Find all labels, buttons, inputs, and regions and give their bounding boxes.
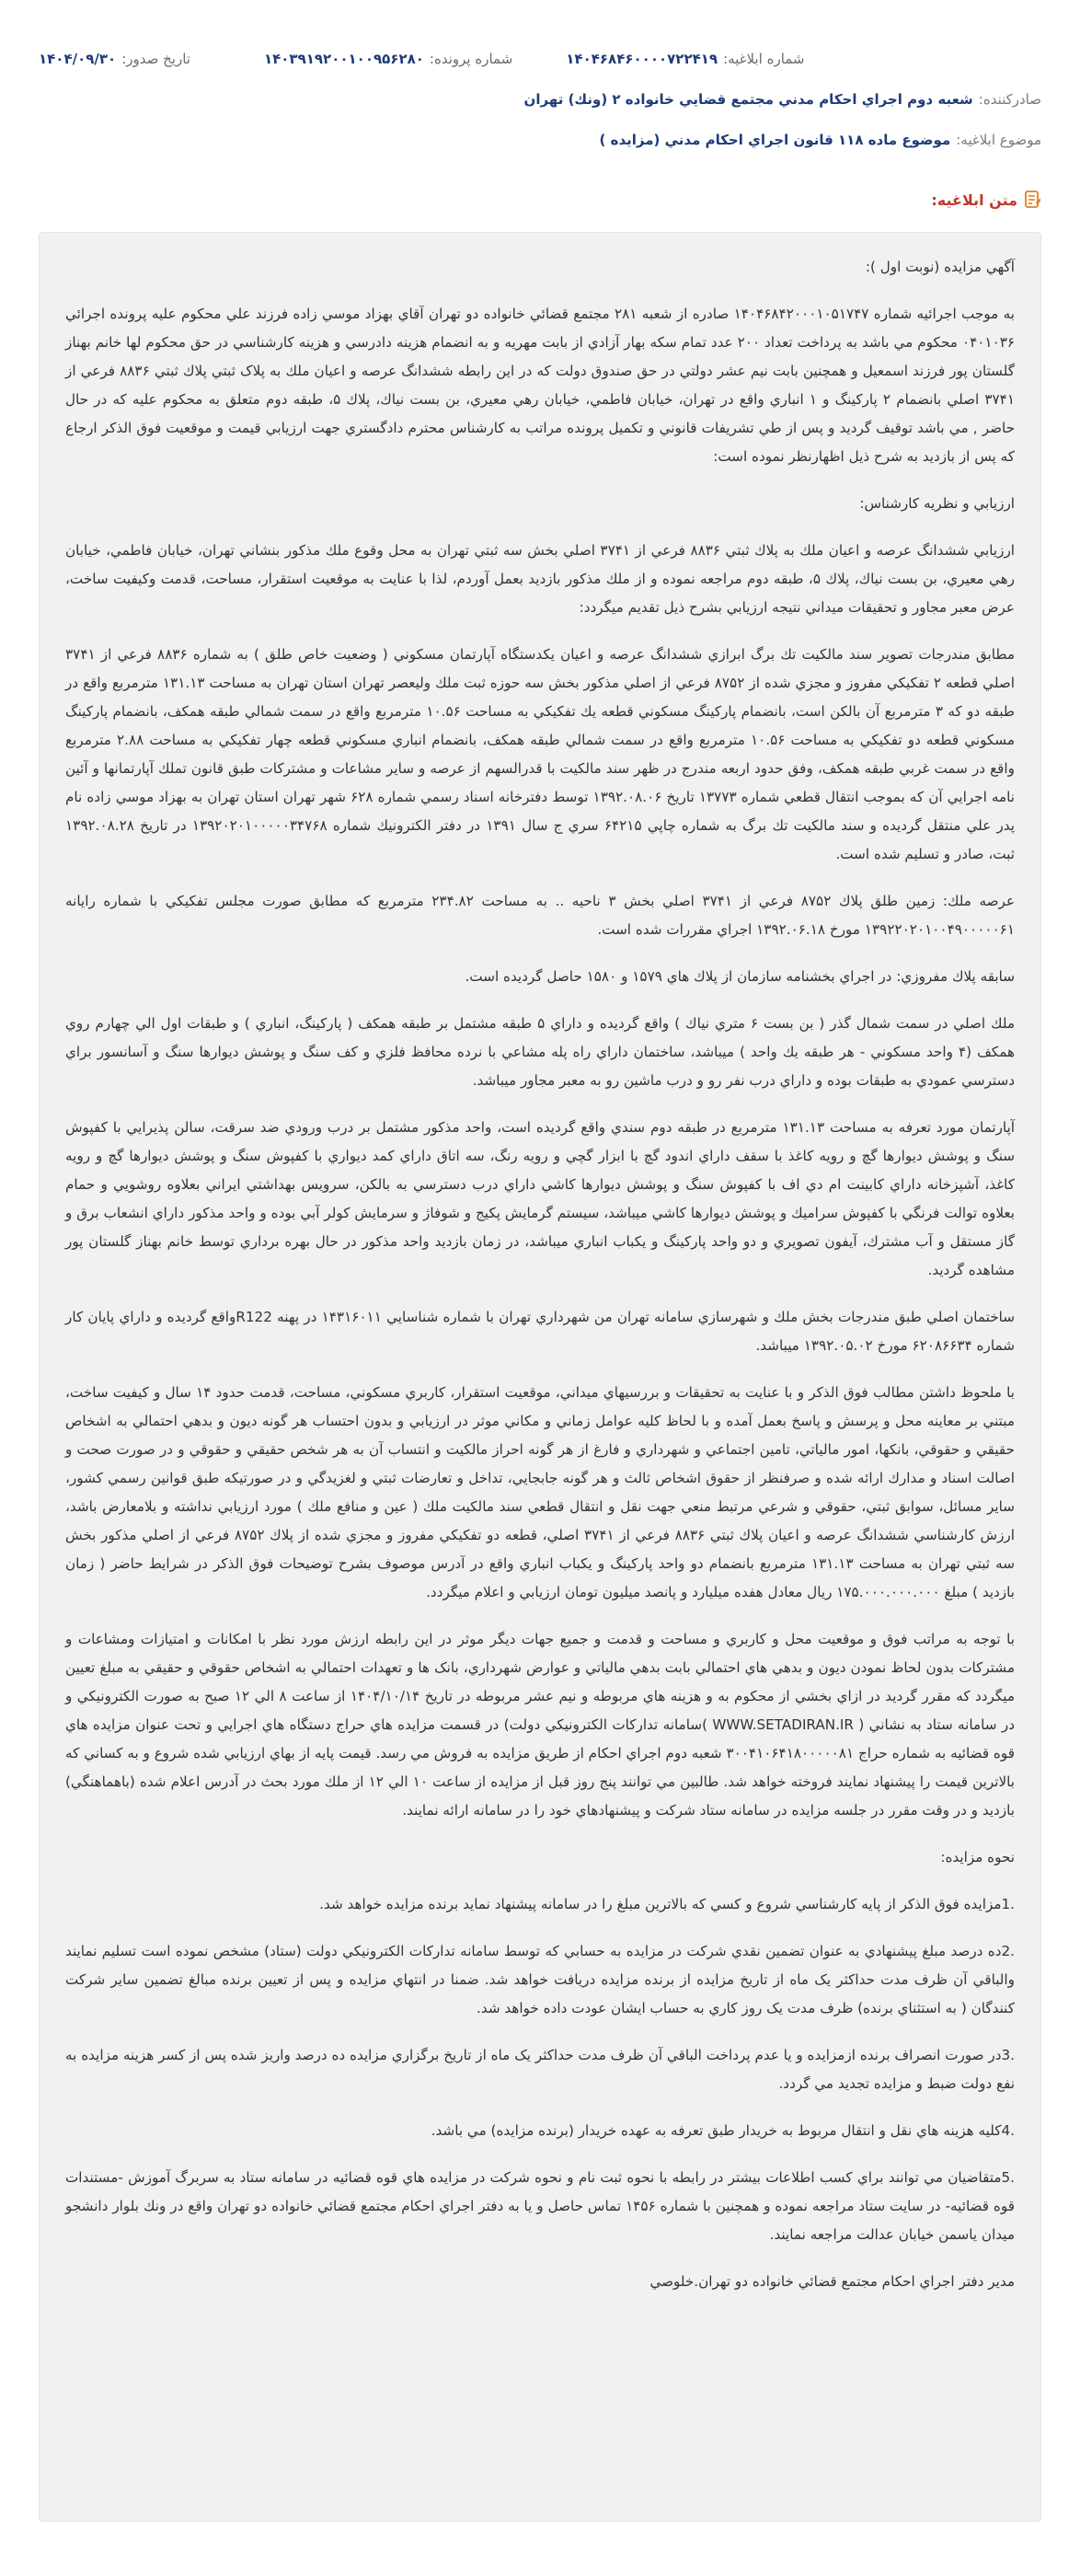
body-paragraph: ساختمان اصلي طبق مندرجات بخش ملك و شهرسازي سامانه تهران من شهرداري تهران با شماره شناسايي ۱۴۳۱۶۰۱۱ در پهنه R122واقع گرديده و داراي پايان كار شماره ۶۲۰۸۶۶۳۴ مورخ ۱۳۹۲.۰۵.۰۲ ميباشد. [65,1309,1015,1354]
case-number [264,51,512,67]
document-icon [1025,191,1041,209]
body-title: متن ابلاغيه: [931,191,1017,209]
body-paragraph: سابقه پلاك مفروزي: در اجراي بخشنامه سازمان از پلاك هاي ۱۵۷۹ و ۱۵۸۰ حاصل گرديده است. [465,968,1015,985]
body-paragraph: ارزيابي و نظريه كارشناس: [859,495,1015,512]
body-paragraph: عرصه ملك: زمين طلق پلاك ۸۷۵۲ فرعي از ۳۷۴۱ اصلي بخش ۳ ناحيه .. به مساحت ۲۳۴.۸۲ مترمربع كه مطابق صورت مجلس تفكيكي با شماره رايانه ۱۳۹۲۲۰۲۰۱۰۰۴۹۰۰۰۰۰۶۱ مورخ ۱۳۹۲.۰۶.۱۸ اجراي مقررات شده است. [65,893,1016,938]
subject-label: موضوع ابلاغيه: [956,132,1041,148]
body-title-row [39,188,1041,212]
body-paragraph: نحوه مزايده: [940,1849,1015,1866]
notice-number-label: شماره ابلاغيه: [723,51,805,67]
body-paragraph: آپارتمان مورد تعرفه به مساحت ۱۳۱.۱۳ مترمربع در طبقه دوم سندي واقع گرديده است، واحد مذكور مشتمل بر درب ورودي ضد سرقت، سالن پذيرايي با كفپوش سنگ و پوشش ديوارها گچ و رويه كاغذ با سقف داراي اندود گچ با ابزار گچي و رويه رنگ، سه اتاق داراي كمد ديواري با كفپوش سنگ و پوشش ديوارها گچ و رويه كاغذ، آشپزخانه داراي كابينت ام دي اف با كفپوش سنگ و پوشش ديوارها كاشي داراي درب دسترسي به بالكن، سرويس بهداشتي ايراني بعلاوه روشويي و حمام بعلاوه توالت فرنگي با كفپوش سراميك و پوشش ديوارها كاشي ميباشد، سيستم گرمايش پكيج و شوفاژ و سرمايش كولر آبي بوده و واحد مذكور داراي انشعاب برق و گاز مستقل و آب مشترك، آيفون تصويري و دو واحد پاركينگ و يكباب انباري ميباشد، در زمان بازديد واحد مذكور در حال بهره برداري توسط خانم بهناز گلستان پور مشاهده گرديد. [65,1119,1016,1278]
notice-body-card [39,232,1041,2522]
body-paragraph: به موجب اجرائيه شماره ۱۴۰۴۶۸۴۲۰۰۰۱۰۵۱۷۴۷ صادره از شعبه ۲۸۱ مجتمع قضائي خانواده دو تهران آقاي بهزاد موسي زاده فرزند علي محكوم عليه پرونده اجرائي ۰۴۰۱۰۳۶ محكوم مي باشد به پرداخت تعداد ۲۰۰ عدد تمام سكه بهار آزادي از بابت مهريه و به انضمام هزينه دادرسي و هزينه كارشناسي در حق محكوم لها خانم بهناز گلستان پور فرزند اسمعيل و همچنين بابت نيم عشر دولتي در حق صندوق دولت كه در اين رابطه ششدانگ عرصه و اعيان ملك به پلاک ثبتي پلاك ثبتي ۸۸۳۶ فرعي از ۳۷۴۱ اصلي بانضمام ۲ پاركينگ و ۱ انباري واقع در تهران، خيابان فاطمي، خيابان رهي معيري، بن بست نياك، پلاك ۵، طبقه دوم متعلق به محكوم عليه كه در حال حاضر , مي باشد توقيف گرديد و پس از طي تشريفات قانوني و تكميل پرونده مراتب به كارشناس محترم دادگستري جهت ارزيابي قيمت و موقعيت فوق الذكر ارجاع كه پس از بازديد به شرح ذيل اظهارنظر نموده است: [65,306,1016,465]
body-paragraph: ارزيابي ششدانگ عرصه و اعيان ملك به پلاك ثبتي ۸۸۳۶ فرعي از ۳۷۴۱ اصلي بخش سه ثبتي تهران به محل وقوع ملك مذكور بنشاني تهران، خيابان فاطمي، خيابان رهي معيري، بن بست نياك، پلاك ۵، طبقه دوم مراجعه نموده و از ملك مذكور بازديد بعمل آوردم، لذا با عنايت به موقعيت استقرار، مساحت، قدمت وكيفيت ساخت، عرض معبر مجاور و تحقيقات ميداني نتيجه ارزيابي بشرح ذيل تقديم ميگردد: [65,542,1016,616]
body-paragraph: ملك اصلي در سمت شمال گذر ( بن بست ۶ متري نياك ) واقع گرديده و داراي ۵ طبقه مشتمل بر طبقه همكف ( پاركينگ، انباري ) و طبقات اول الي چهارم روي همكف (۴ واحد مسكوني - هر طبقه يك واحد ) ميباشد، ساختمان داراي راه پله مشاعي با نرده محافظ فلزي و كف سنگ و پوشش ديوارها سنگ و آسانسور براي دسترسي عمودي به طبقات بوده و داراي درب نفر رو و درب ماشين رو به معبر مجاور ميباشد. [65,1015,1015,1089]
issuer-label: صادركننده: [978,91,1041,108]
issue-date-label: تاريخ صدور: [121,51,190,67]
body-paragraph: با توجه به مراتب فوق و موقعيت محل و كاربري و مساحت و قدمت و جميع جهات ديگر موثر در اين رابطه ارزش مورد نظر با امكانات و امتيازات ومشاعات و مشتركات بدون لحاظ نمودن ديون و بدهي هاي احتمالي بابت بدهي مالياتي و عوارض شهرداري، بانک ها و تعهدات احتمالي به اشخاص حقوقي و حقيقي به مبلغ تعيين ميگردد كه مقرر گرديد در ازاي بخشي از محكوم به و هزينه هاي مربوطه و نيم عشر مربوطه در تاريخ ۱۴۰۴/۱۰/۱۴ از ساعت ۸ الي ۱۲ صبح به صورت الكترونيكي و در سامانه ستاد به نشاني ( WWW.SETADIRAN.IR )سامانه تداركات الكترونيكي دولت) در قسمت مزايده هاي حراج دستگاه هاي اجرايي و تحت عنوان مزايده هاي قوه قضائيه به شماره حراج ۳۰۰۴۱۰۶۴۱۸۰۰۰۰۰۸۱ شعبه دوم اجراي احكام از طريق مزايده به فروش مي رسد. قيمت پايه از بهاي ارزيابي شده شروع و به كساني كه بالاترين قيمت را پيشنهاد نمايند فروخته خواهد شد. طالبين مي توانند پنج روز قبل از مزايده از ساعت ۱۰ الي ۱۲ از ملك مورد بحث در آدرس اعلام شده (باهماهنگي) بازديد و در وقت مقرر در جلسه مزايده در سامانه ستاد شركت و پيشنهادهاي خود را در سامانه ارائه نمايند. [65,1631,1016,1819]
case-number-label: شماره پرونده: [429,51,513,67]
auction-heading: آگهي مزايده (نوبت اول ): [865,259,1015,275]
case-number-value: ۱۴۰۳۹۱۹۲۰۰۱۰۰۹۵۶۲۸۰ [263,51,424,67]
body-paragraph: با ملحوظ داشتن مطالب فوق الذكر و با عنايت به تحقيقات و بررسيهاي ميداني، موقعيت استقرار، كاربري مسكوني، مساحت، قدمت حدود ۱۴ سال و كيفيت ساخت، مبتني بر معاينه محل و پرسش و پاسخ بعمل آمده و با لحاظ كليه عوامل زماني و مكاني موثر در ارزيابي و بدون احتساب هر گونه ديون و بدهي احتمالي به اشخاص حقيقي و حقوقي، بانكها، امور مالياتي، تامين اجتماعي و شهرداري و فارغ از هر گونه احراز مالكيت و انتساب آن به هر شخص حقيقي و حقوقي و در صورت صحت و اصالت اسناد و مدارك ارائه شده و صرفنظر از حقوق اشخاص ثالث و هر گونه جابجايي، تداخل و تعارضات ثبتي و لغزيدگي و در صورتيكه طبق قوانين رسمي كشور، ساير مسائل، سوابق ثبتي، حقوقي و شرعي مرتبط منعي جهت نقل و انتقال قطعي سند مالكيت ملك ( عين و منافع ملك ) مورد ارزيابي نداشته و بلامعارض باشد، ارزش كارشناسي ششدانگ عرصه و اعيان پلاك ثبتي ۸۸۳۶ فرعي از ۳۷۴۱ اصلي، قطعه دو تفكيكي مفروز و مجزي شده از پلاك ۸۷۵۲ فرعي از اصلي مذكور بخش سه ثبتي تهران به مساحت ۱۳۱.۱۳ مترمربع بانضمام دو واحد پاركينگ و يكباب انباري واقع در آدرس موصوف بشرح توضيحات فوق الذكر در شرايط حاضر ( زمان بازديد ) مبلغ ۱۷۵.۰۰۰.۰۰۰.۰۰۰ ريال معادل هفده ميليارد و پانصد ميليون تومان ارزيابي و اعلام ميگردد. [65,1384,1015,1600]
subject-value: موضوع ماده ۱۱۸ قانون اجراي احكام مدني (مزايده ) [599,132,951,148]
signature-line: مدير دفتر اجراي احكام مجتمع قضائي خانواده دو تهران.خلوصي [649,2273,1015,2290]
body-paragraph: .2ده درصد مبلغ پيشنهادي به عنوان تضمين نقدي شركت در مزايده به حسابي كه توسط سامانه تداركات الكترونيكي دولت (ستاد) مشخص نموده است تسليم نمايند والباقي آن ظرف مدت حداكثر يک ماه از تاريخ مزايده از برنده مزايده دريافت خواهد شد. ضمنا در انتهاي مزايده و پس از تعيين برنده مبالغ تضمين ساير شركت كنندگان ( به استثناي برنده) ظرف مدت يک روز كاري به حساب ايشان عودت داده خواهد شد. [65,1943,1015,2016]
body-paragraph: .1مزايده فوق الذكر از پايه كارشناسي شروع و كسي كه بالاترين مبلغ را در سامانه پيشنهاد نمايد برنده مزايده خواهد شد. [319,1896,1015,1912]
issue-date-value: ۱۴۰۴/۰۹/۳۰ [39,51,117,67]
issue-date [39,51,190,67]
body-paragraph: مطابق مندرجات تصوير سند مالكيت تك برگ ابرازي ششدانگ عرصه و اعيان يكدستگاه آپارتمان مسكوني ( وضعيت خاص طلق ) به شماره ۸۸۳۶ فرعي از ۳۷۴۱ اصلي قطعه ۲ تفكيكي مفروز و مجزي شده از ۸۷۵۲ فرعي از اصلي مذكور بخش سه حوزه ثبت ملك وليعصر تهران استان تهران به مساحت ۱۳۱.۱۳ مترمربع واقع در طبقه دو كه ۳ مترمربع آن بالكن است، بانضمام پاركينگ مسكوني قطعه يك تفكيكي به مساحت ۱۰.۵۶ مترمربع واقع در سمت شمالي طبقه همكف، بانضمام پاركينگ مسكوني قطعه دو تفكيكي به مساحت ۱۰.۵۶ مترمربع واقع در سمت شمالي طبقه همكف، بانضمام انباري مسكوني قطعه چهار تفكيكي به مساحت ۲.۸۸ مترمربع واقع در سمت غربي طبقه همكف، وفق حدود اربعه مندرج در ظهر سند مالكيت با قدرالسهم از عرصه و ساير مشاعات و مشتركات طبق قانون تملك آپارتمانها و آئين نامه اجرايي آن كه بموجب انتقال قطعي شماره ۱۳۷۷۳ تاريخ ۱۳۹۲.۰۸.۰۶ توسط دفترخانه اسناد رسمي شماره ۶۲۸ شهر تهران استان تهران به بهزاد موسي زاده نام پدر علي منتقل گرديده و سند مالكيت تك برگ به شماره چاپي ۶۴۲۱۵ سري ج سال ۱۳۹۱ در دفتر الكترونيك شماره ۱۳۹۲۰۲۰۱۰۰۰۰۰۳۴۷۶۸ در تاريخ ۱۳۹۲.۰۸.۲۸ ثبت، صادر و تسليم شده است. [65,646,1016,862]
body-paragraph: .5متقاضيان مي توانند براي كسب اطلاعات بيشتر در رابطه با نحوه ثبت نام و نحوه شركت در مزايده هاي قوه قضائيه در سامانه ستاد به سربرگ آموزش -مستندات قوه قضائيه- در سايت ستاد مراجعه نموده و همچنين با شماره ۱۴۵۶ تماس حاصل و يا به دفتر اجراي احكام مجتمع قضائي خانواده دو تهران واقع در ونك بلوار دانشجو ميدان ياسمن خيابان عدالت مراجعه نمايند. [65,2169,1015,2243]
notice-number [566,51,804,67]
header-meta-row [39,48,1041,70]
issuer-value: شعبه دوم اجراي احكام مدني مجتمع قضايي خانواده ۲ (ونك) تهران [523,91,973,108]
body-paragraph: .3در صورت انصراف برنده ازمزايده و يا عدم پرداخت الباقي آن ظرف مدت حداكثر يک ماه از تاريخ برگزاري مزايده ده درصد واريز شده پس از كسر هزينه مزايده به نفع دولت ضبط و مزايده تجديد مي گردد. [65,2047,1015,2092]
issuer-row [39,88,1041,110]
notice-number-value: ۱۴۰۴۶۸۴۶۰۰۰۰۷۲۲۴۱۹ [566,51,718,67]
body-paragraph: .4كليه هزينه هاي نقل و انتقال مربوط به خريدار طبق تعرفه به عهده خريدار (برنده مزايده) مي باشد. [431,2122,1015,2139]
subject-row [39,129,1041,151]
